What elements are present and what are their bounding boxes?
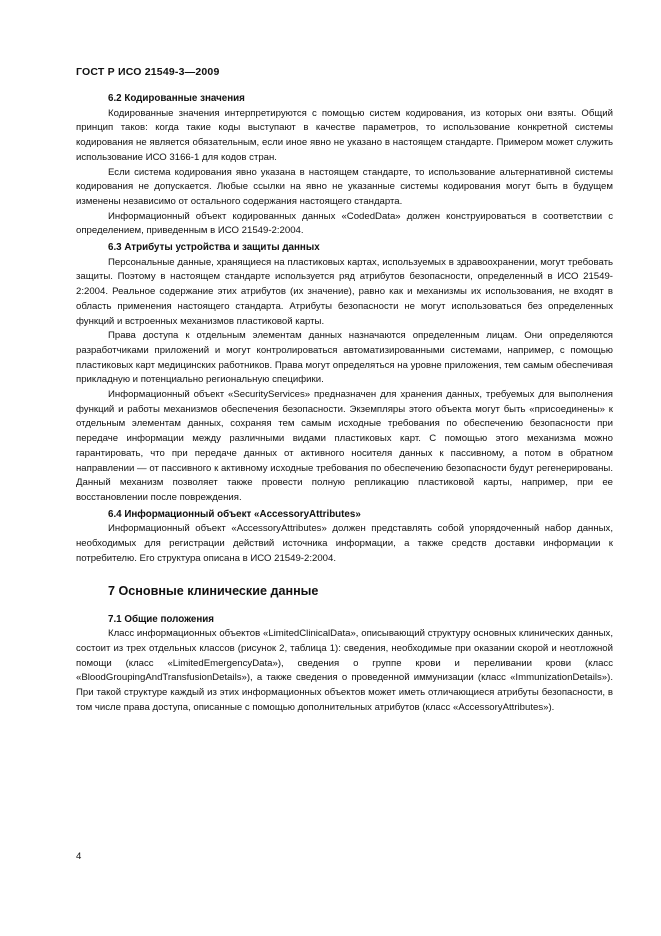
document-body — [76, 92, 613, 715]
section-7-1-paragraph: Класс информационных объектов «LimitedClinicalData», описывающий структуру основных клинических данных, состоит из трех отдельных классов (рисунок 2, таблица 1): сведения, необходимые при оказании скорой и неотложной помощи (класс «LimitedEmergencyData»), сведения о группе крови и переливании крови (класс «BloodGroupingAndTransfusionDetails»), а также сведения о проведенной иммунизации (класс «ImmunizationDetails»). При такой структуре каждый из этих информационных объектов может иметь отличающиеся атрибуты безопасности, в том числе права доступа, описанные с помощью дополнительных атрибутов (класс «AccessoryAttributes»). — [76, 628, 613, 713]
section-7-heading: 7 Основные клинические данные — [108, 583, 319, 598]
section-6-2-heading: 6.2 Кодированные значения — [108, 93, 245, 104]
document-header: ГОСТ Р ИСО 21549-3—2009 — [76, 66, 220, 78]
page-number: 4 — [76, 851, 82, 862]
section-6-2-paragraph: Если система кодирования явно указана в настоящем стандарте, то использование альтернативной системы кодирования не допускается. Любые ссылки на явно не указанные системы кодирования могут быть в будущем изменены независимо от остального содержания настоящего стандарта. — [76, 166, 613, 207]
section-6-3-paragraph: Информационный объект «SecurityServices» предназначен для хранения данных, требуемых для выполнения функций и работы механизмов обеспечения безопасности. Экземпляры этого объекта могут быть «присоединены» к отдельным элементам данных, сохраняя тем самым исходные требования по обеспечению безопасности при передаче информации между различными видами пластиковых карт. С помощью этого механизма можно гарантировать, что при передаче данных от активного носителя данных к пассивному, а потом в обратном направлении — от пассивного к активному исходные требования по обеспечению безопасности будут регенерированы. Данный механизм позволяет также провести полную репликацию пластиковой карты, например, при ее восстановлении после повреждения. — [76, 389, 613, 503]
section-6-3-paragraph: Права доступа к отдельным элементам данных назначаются определенным лицам. Они определяются разработчиками приложений и могут контролироваться автоматизированными системами, например, с помощью пластиковых карт медицинских работников. Права могут определяться на уровне приложения, тем самым обеспечивая прикладную и потенциально региональную специфики. — [76, 330, 613, 386]
section-6-2-paragraph: Информационный объект кодированных данных «CodedData» должен конструироваться в соответствии с определением, приведенным в ИСО 21549-2:2004. — [76, 210, 613, 237]
section-6-3-paragraph: Персональные данные, хранящиеся на пластиковых картах, используемых в здравоохранении, могут требовать защиты. Поэтому в настоящем стандарте используется ряд атрибутов безопасности, определенный в ИСО 21549-2:2004. Реальное содержание этих атрибутов (их значение), равно как и механизмы их использования, не входят в область применения настоящего стандарта. Атрибуты безопасности не могут использоваться без определенных функций и встроенных механизмов пластиковой карты. — [76, 256, 613, 327]
section-6-3-heading: 6.3 Атрибуты устройства и защиты данных — [108, 242, 320, 254]
section-7-1-heading: 7.1 Общие положения — [108, 613, 215, 625]
section-6-4-paragraph: Информационный объект «AccessoryAttributes» должен представлять собой упорядоченный набор данных, необходимых для регистрации действий источника информации, а также средств доставки информации к потребителю. Его структура описана в ИСО 21549-2:2004. — [76, 523, 613, 564]
section-6-4-heading: 6.4 Информационный объект «AccessoryAttributes» — [108, 508, 361, 520]
section-6-2-paragraph: Кодированные значения интерпретируются с помощью систем кодирования, из которых они взяты. Общий принцип таков: когда такие коды выступают в качестве параметров, то использование конкретной системы кодирования не является обязательным, если иное явно не указано в настоящем стандарте. Примером может служить использование ИСО 3166-1 для кодов стран. — [76, 107, 613, 163]
